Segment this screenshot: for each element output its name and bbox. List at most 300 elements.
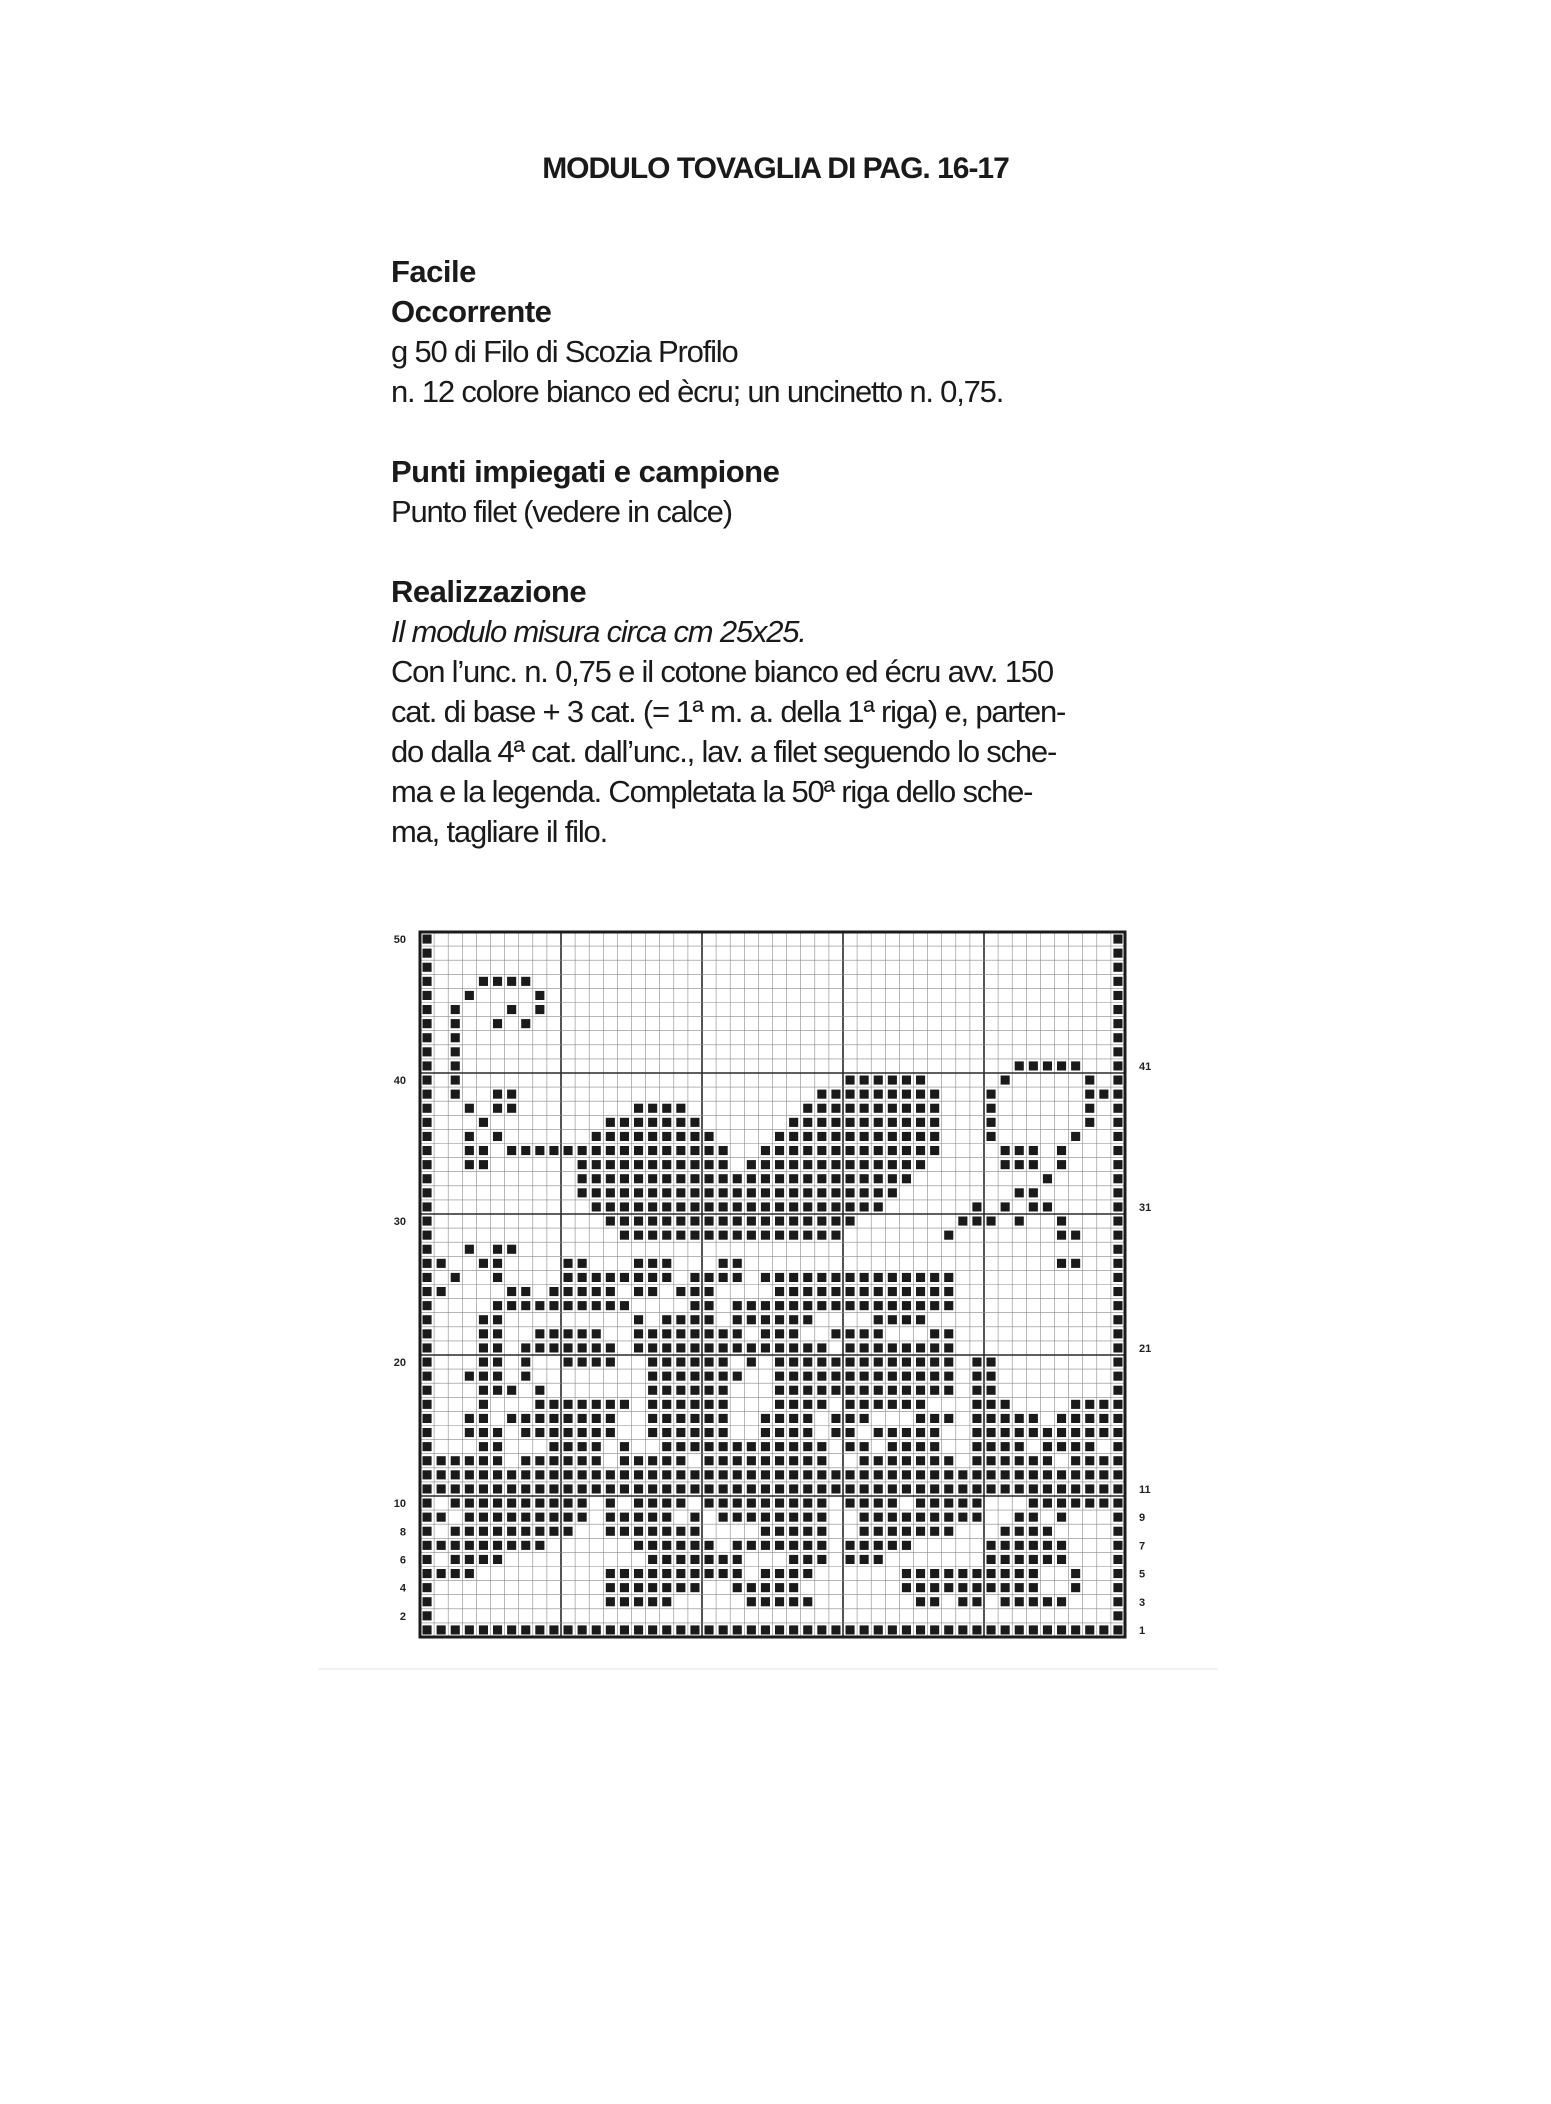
filled-cell [620,1597,629,1606]
filled-cell [846,1470,855,1479]
filled-cell [606,1414,615,1423]
filled-cell [930,1301,939,1310]
filled-cell [535,1541,544,1550]
filled-cell [479,1456,488,1465]
filled-cell [733,1174,742,1183]
filled-cell [676,1231,685,1240]
filled-cell [874,1329,883,1338]
filled-cell [620,1484,629,1493]
filled-cell [606,1358,615,1367]
filled-cell [1113,1569,1122,1578]
filled-cell [789,1428,798,1437]
filled-cell [761,1414,770,1423]
filled-cell [916,1287,925,1296]
filled-cell [860,1160,869,1169]
filled-cell [888,1273,897,1282]
filled-cell [874,1513,883,1522]
filled-cell [1113,1132,1122,1141]
filled-cell [944,1231,953,1240]
filled-cell [719,1456,728,1465]
filled-cell [648,1456,657,1465]
filled-cell [423,991,432,1000]
filled-cell [521,1456,530,1465]
filled-cell [719,1372,728,1381]
filled-cell [705,1273,714,1282]
filled-cell [578,1358,587,1367]
filled-cell [705,1202,714,1211]
filled-cell [916,1583,925,1592]
filled-cell [690,1231,699,1240]
filled-cell [860,1470,869,1479]
filled-cell [972,1569,981,1578]
filled-cell [1071,1414,1080,1423]
filled-cell [747,1625,756,1634]
filled-cell [944,1329,953,1338]
filled-cell [888,1625,897,1634]
filled-cell [634,1583,643,1592]
filled-cell [606,1527,615,1536]
filled-cell [662,1188,671,1197]
filled-cell [902,1132,911,1141]
filled-cell [930,1583,939,1592]
filled-cell [620,1231,629,1240]
filled-cell [662,1400,671,1409]
filled-cell [831,1217,840,1226]
filled-cell [902,1428,911,1437]
filled-cell [916,1470,925,1479]
filled-cell [648,1188,657,1197]
filled-cell [549,1400,558,1409]
filled-cell [860,1090,869,1099]
filled-cell [1113,1118,1122,1127]
filled-cell [1057,1146,1066,1155]
filled-cell [1071,1484,1080,1493]
filled-cell [987,1569,996,1578]
filled-cell [944,1273,953,1282]
filled-cell [874,1315,883,1324]
filled-cell [451,1273,460,1282]
filled-cell [1071,1583,1080,1592]
filled-cell [831,1428,840,1437]
filled-cell [817,1118,826,1127]
filled-cell [719,1499,728,1508]
filled-cell [902,1456,911,1465]
filled-cell [789,1386,798,1395]
filled-cell [1029,1499,1038,1508]
filled-cell [465,991,474,1000]
filled-cell [789,1541,798,1550]
filled-cell [987,1400,996,1409]
filled-cell [1113,1076,1122,1085]
filled-cell [437,1513,446,1522]
filled-cell [620,1146,629,1155]
filled-cell [1113,963,1122,972]
filled-cell [705,1329,714,1338]
filled-cell [676,1287,685,1296]
filled-cell [761,1174,770,1183]
filled-cell [846,1301,855,1310]
filled-cell [549,1146,558,1155]
filled-cell [1113,1541,1122,1550]
filled-cell [423,1456,432,1465]
filled-cell [493,1019,502,1028]
filled-cell [733,1484,742,1493]
filled-cell [1085,1499,1094,1508]
filled-cell [761,1217,770,1226]
filled-cell [549,1470,558,1479]
filled-cell [564,1259,573,1268]
filled-cell [479,1484,488,1493]
filled-cell [775,1231,784,1240]
filled-cell [888,1470,897,1479]
filled-cell [846,1555,855,1564]
filled-cell [719,1273,728,1282]
filled-cell [1029,1583,1038,1592]
filled-cell [972,1414,981,1423]
filled-cell [1015,1484,1024,1493]
filled-cell [1113,1188,1122,1197]
filled-cell [535,1329,544,1338]
row-label-left: 50 [393,934,406,947]
filled-cell [803,1231,812,1240]
filled-cell [944,1527,953,1536]
filled-cell [1071,1132,1080,1141]
filled-cell [690,1442,699,1451]
filled-cell [831,1358,840,1367]
filled-cell [747,1202,756,1211]
filled-cell [803,1358,812,1367]
filled-cell [648,1625,657,1634]
filled-cell [1057,1555,1066,1564]
filled-cell [916,1358,925,1367]
filled-cell [1001,1597,1010,1606]
filled-cell [902,1287,911,1296]
filled-cell [1029,1541,1038,1550]
filled-cell [733,1625,742,1634]
filled-cell [507,1625,516,1634]
materials-line: n. 12 colore bianco ed ècru; un uncinetto n. 0,75. [391,374,1004,409]
filled-cell [789,1470,798,1479]
filled-cell [902,1090,911,1099]
filled-cell [803,1625,812,1634]
filled-cell [1057,1499,1066,1508]
filled-cell [705,1428,714,1437]
filled-cell [423,1442,432,1451]
filled-cell [860,1499,869,1508]
filled-cell [620,1527,629,1536]
filled-cell [775,1315,784,1324]
filled-cell [705,1470,714,1479]
filled-cell [423,1160,432,1169]
filled-cell [705,1231,714,1240]
filled-cell [930,1372,939,1381]
filled-cell [902,1625,911,1634]
filled-cell [916,1499,925,1508]
row-label-right: 41 [1139,1060,1152,1073]
filled-cell [479,1259,488,1268]
filled-cell [972,1583,981,1592]
filled-cell [733,1569,742,1578]
filled-cell [493,1386,502,1395]
filled-cell [803,1513,812,1522]
filled-cell [761,1146,770,1155]
filled-cell [535,1527,544,1536]
filled-cell [507,1499,516,1508]
filled-cell [493,1527,502,1536]
filled-cell [916,1569,925,1578]
filled-cell [535,1513,544,1522]
filled-cell [803,1470,812,1479]
filled-cell [775,1470,784,1479]
filled-cell [705,1358,714,1367]
filled-cell [592,1301,601,1310]
row-label-right: 7 [1139,1540,1146,1553]
filled-cell [719,1386,728,1395]
filled-cell [451,1061,460,1070]
filled-cell [803,1217,812,1226]
filled-cell [930,1104,939,1113]
filled-cell [1043,1061,1052,1070]
filled-cell [578,1499,587,1508]
filled-cell [803,1569,812,1578]
filled-cell [578,1484,587,1493]
filled-cell [493,1442,502,1451]
filled-cell [578,1259,587,1268]
filled-cell [789,1442,798,1451]
filled-cell [775,1358,784,1367]
filled-cell [789,1513,798,1522]
filled-cell [578,1428,587,1437]
filled-cell [535,1470,544,1479]
filled-cell [1113,1217,1122,1226]
filled-cell [578,1400,587,1409]
filled-cell [676,1499,685,1508]
filled-cell [690,1132,699,1141]
filled-cell [705,1499,714,1508]
filled-cell [1001,1428,1010,1437]
filled-cell [916,1513,925,1522]
filled-cell [507,1090,516,1099]
filled-cell [761,1301,770,1310]
filled-cell [747,1583,756,1592]
filled-cell [705,1541,714,1550]
filled-cell [1113,1259,1122,1268]
filled-cell [860,1343,869,1352]
filled-cell [451,1019,460,1028]
filled-cell [860,1202,869,1211]
filled-cell [1099,1400,1108,1409]
filled-cell [1029,1555,1038,1564]
filled-cell [606,1217,615,1226]
filled-cell [662,1541,671,1550]
filled-cell [549,1428,558,1437]
filled-cell [662,1625,671,1634]
filled-cell [1029,1625,1038,1634]
filled-cell [972,1217,981,1226]
filled-cell [803,1273,812,1282]
filled-cell [733,1217,742,1226]
filled-cell [620,1132,629,1141]
filled-cell [1015,1061,1024,1070]
filled-cell [535,1625,544,1634]
filled-cell [676,1358,685,1367]
filled-cell [1029,1456,1038,1465]
filled-cell [535,1484,544,1493]
filled-cell [775,1287,784,1296]
filled-cell [634,1160,643,1169]
filled-cell [535,1456,544,1465]
filled-cell [676,1146,685,1155]
filled-cell [578,1287,587,1296]
filled-cell [676,1428,685,1437]
filled-cell [592,1358,601,1367]
filled-cell [465,1104,474,1113]
filled-cell [507,1104,516,1113]
filled-cell [676,1104,685,1113]
filled-cell [1015,1513,1024,1522]
filled-cell [662,1231,671,1240]
filled-cell [930,1456,939,1465]
filled-cell [578,1513,587,1522]
filled-cell [719,1146,728,1155]
filled-cell [1029,1569,1038,1578]
filled-cell [606,1287,615,1296]
filled-cell [972,1386,981,1395]
filled-cell [930,1287,939,1296]
filled-cell [423,1470,432,1479]
filled-cell [662,1484,671,1493]
filled-cell [676,1583,685,1592]
filled-cell [1113,1499,1122,1508]
filled-cell [902,1315,911,1324]
filled-cell [465,1146,474,1155]
filled-cell [719,1625,728,1634]
filled-cell [648,1428,657,1437]
filled-cell [902,1442,911,1451]
filled-cell [423,1033,432,1042]
filled-cell [860,1625,869,1634]
filled-cell [1113,1301,1122,1310]
filled-cell [761,1527,770,1536]
filled-cell [592,1202,601,1211]
filled-cell [521,1484,530,1493]
filled-cell [634,1625,643,1634]
filled-cell [662,1569,671,1578]
filled-cell [606,1160,615,1169]
filled-cell [578,1188,587,1197]
filled-cell [1099,1428,1108,1437]
filled-cell [874,1104,883,1113]
filled-cell [634,1104,643,1113]
filled-cell [493,1273,502,1282]
filled-cell [564,1287,573,1296]
filled-cell [874,1118,883,1127]
filled-cell [705,1372,714,1381]
filled-cell [1015,1160,1024,1169]
filled-cell [1113,1414,1122,1423]
row-label-left: 30 [393,1216,406,1229]
filled-cell [888,1188,897,1197]
filled-cell [1029,1160,1038,1169]
filled-cell [690,1386,699,1395]
filled-cell [860,1188,869,1197]
filled-cell [620,1583,629,1592]
filled-cell [423,977,432,986]
filled-cell [817,1442,826,1451]
filled-cell [578,1442,587,1451]
filled-cell [507,1301,516,1310]
stitches-heading: Punti impiegati e campione [391,454,780,489]
filled-cell [972,1358,981,1367]
filled-cell [662,1414,671,1423]
filled-cell [888,1174,897,1183]
filled-cell [803,1484,812,1493]
filled-cell [733,1329,742,1338]
filled-cell [521,1541,530,1550]
filled-cell [944,1372,953,1381]
filled-cell [1001,1527,1010,1536]
filled-cell [451,1541,460,1550]
filled-cell [1043,1442,1052,1451]
filled-cell [423,1174,432,1183]
filled-cell [831,1329,840,1338]
filled-cell [690,1329,699,1338]
filled-cell [1001,1160,1010,1169]
filled-cell [465,1541,474,1550]
filled-cell [719,1259,728,1268]
filled-cell [803,1118,812,1127]
filled-cell [803,1499,812,1508]
filled-cell [1043,1527,1052,1536]
filled-cell [676,1555,685,1564]
filled-cell [592,1132,601,1141]
filled-cell [662,1358,671,1367]
filled-cell [944,1470,953,1479]
filled-cell [817,1358,826,1367]
filled-cell [676,1188,685,1197]
filled-cell [479,1400,488,1409]
filled-cell [451,1456,460,1465]
filled-cell [1029,1061,1038,1070]
filled-cell [493,1259,502,1268]
filled-cell [747,1315,756,1324]
filled-cell [789,1597,798,1606]
filled-cell [606,1625,615,1634]
filled-cell [521,1527,530,1536]
filled-cell [423,1513,432,1522]
filled-cell [846,1499,855,1508]
filled-cell [648,1329,657,1338]
filled-cell [578,1625,587,1634]
filled-cell [662,1132,671,1141]
filled-cell [493,1343,502,1352]
filled-cell [747,1442,756,1451]
filled-cell [987,1372,996,1381]
row-label-right: 3 [1139,1596,1146,1609]
filled-cell [775,1174,784,1183]
filled-cell [465,1484,474,1493]
filled-cell [465,1245,474,1254]
filled-cell [1015,1470,1024,1479]
filled-cell [902,1484,911,1493]
filled-cell [648,1202,657,1211]
filled-cell [775,1428,784,1437]
filled-cell [620,1400,629,1409]
filled-cell [507,977,516,986]
filled-cell [1029,1414,1038,1423]
filled-cell [705,1287,714,1296]
filled-cell [846,1428,855,1437]
